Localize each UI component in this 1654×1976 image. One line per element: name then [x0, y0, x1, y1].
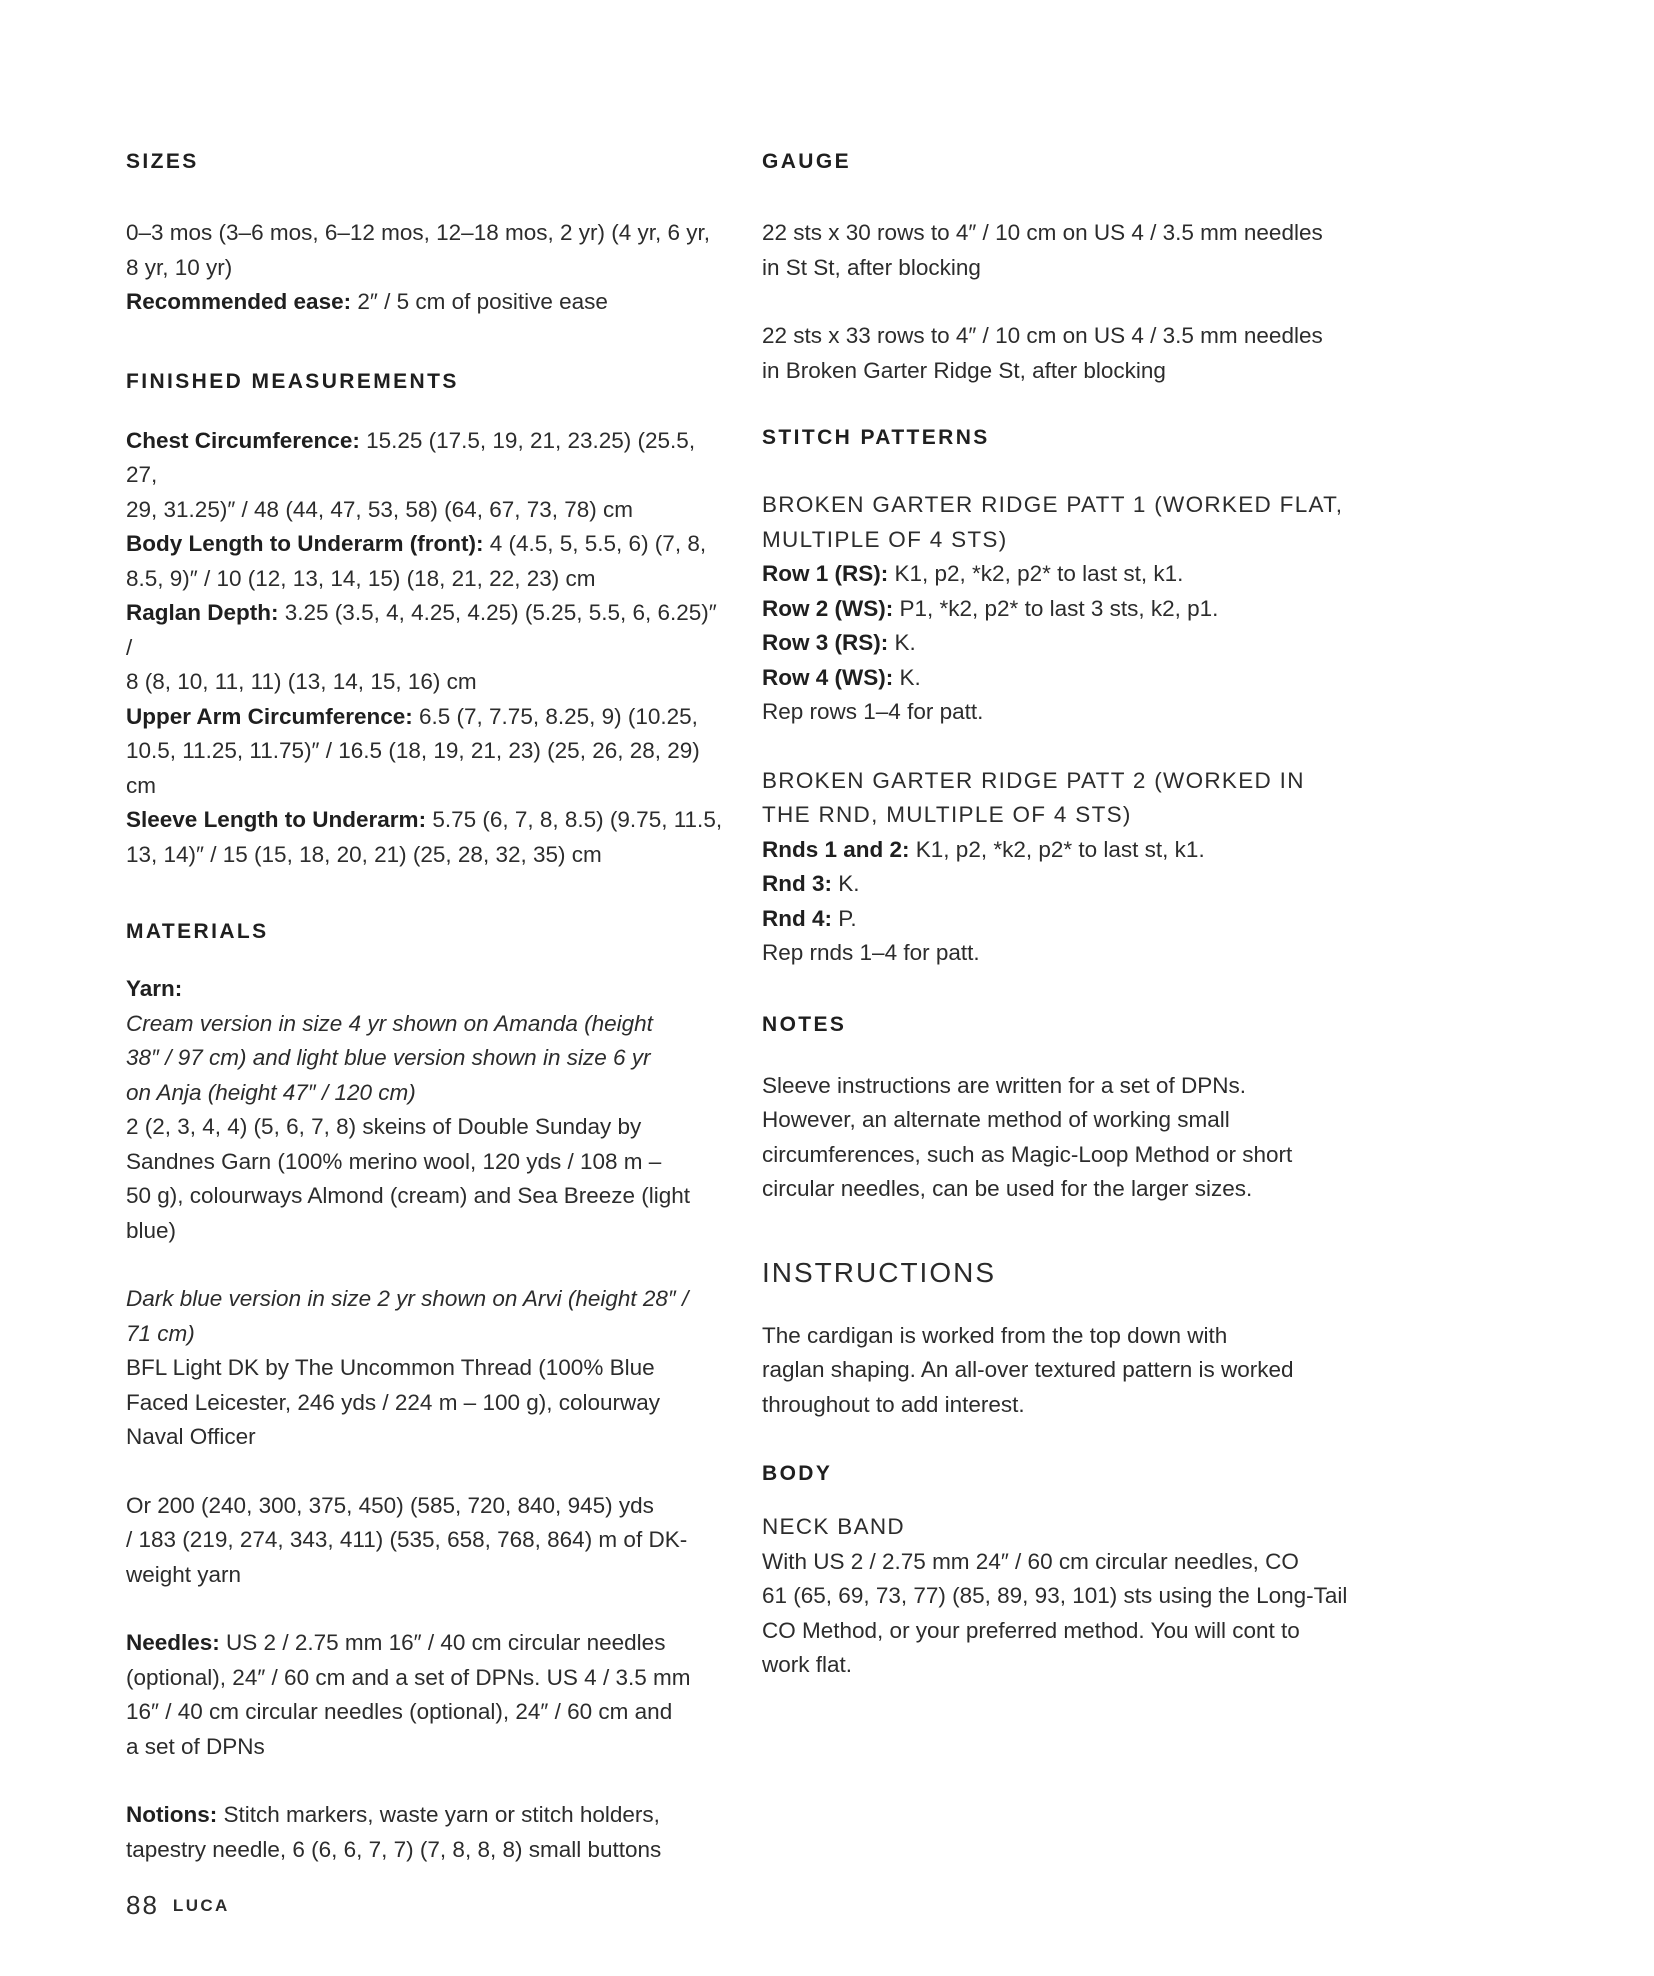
repeat-line: Rep rows 1–4 for patt.: [762, 699, 984, 724]
instructions-line: raglan shaping. An all-over textured pattern is worked: [762, 1357, 1294, 1382]
sizes-heading: SIZES: [126, 150, 199, 173]
cream-yarn-line: 50 g), colourways Almond (cream) and Sea Breeze (light: [126, 1183, 691, 1208]
notes-line: Sleeve instructions are written for a set of DPNs.: [762, 1072, 1246, 1098]
row-instruction: Row 3 (RS): K.: [762, 630, 916, 655]
pattern-1-title: BROKEN GARTER RIDGE PATT 1 (WORKED FLAT,: [762, 492, 1344, 517]
cream-version-caption: 38″ / 97 cm) and light blue version shown in size 6 yr: [126, 1045, 651, 1070]
neck-band-title: NECK BAND: [762, 1514, 905, 1539]
cream-yarn-line: Sandnes Garn (100% merino wool, 120 yds / 108 m –: [126, 1148, 662, 1174]
raglan-line: 8 (8, 10, 11, 11) (13, 14, 15, 16) cm: [126, 669, 477, 694]
yardage-line: Or 200 (240, 300, 375, 450) (585, 720, 840, 945) yds: [126, 1492, 654, 1518]
dark-version-caption: 71 cm): [126, 1320, 195, 1346]
sizes-line: 8 yr, 10 yr): [126, 254, 233, 280]
row-instruction: Row 4 (WS): K.: [762, 664, 921, 690]
notions-line: Notions: Stitch markers, waste yarn or stitch holders,: [126, 1802, 660, 1827]
notes-heading: NOTES: [762, 1012, 847, 1036]
pattern-title: LUCA: [172, 1896, 230, 1915]
cream-yarn-line: 2 (2, 3, 4, 4) (5, 6, 7, 8) skeins of Double Sunday by: [126, 1114, 642, 1139]
body-line: With US 2 / 2.75 mm 24″ / 60 cm circular needles, CO: [762, 1548, 1299, 1574]
round-instruction: Rnds 1 and 2: K1, p2, *k2, p2* to last st, k1.: [762, 836, 1205, 862]
materials-heading: MATERIALS: [126, 920, 269, 943]
cream-version-caption: on Anja (height 47″ / 120 cm): [126, 1079, 416, 1105]
body-line: work flat.: [762, 1652, 853, 1677]
chest-line: 29, 31.25)″ / 48 (44, 47, 53, 58) (64, 67, 73, 78) cm: [126, 496, 634, 522]
body-line: 61 (65, 69, 73, 77) (85, 89, 93, 101) sts using the Long-Tail: [762, 1583, 1348, 1608]
pattern-2-title: THE RND, MULTIPLE OF 4 STS): [762, 802, 1132, 827]
page-footer: [126, 1890, 230, 1921]
stitch-patterns-heading: STITCH PATTERNS: [762, 426, 990, 449]
needles-line: (optional), 24″ / 60 cm and a set of DPNs. US 4 / 3.5 mm: [126, 1664, 691, 1690]
gauge-line: in Broken Garter Ridge St, after blocking: [762, 357, 1166, 383]
gauge-line: 22 sts x 30 rows to 4″ / 10 cm on US 4 / 3.5 mm needles: [762, 220, 1323, 245]
gauge-heading: GAUGE: [762, 150, 852, 173]
pattern-1-title: MULTIPLE OF 4 STS): [762, 526, 1008, 552]
notes-line: circumferences, such as Magic-Loop Method or short: [762, 1141, 1293, 1167]
sleeve-length-line: Sleeve Length to Underarm: 5.75 (6, 7, 8, 8.5) (9.75, 11.5,: [126, 807, 723, 832]
dark-yarn-line: Faced Leicester, 246 yds / 224 m – 100 g), colourway: [126, 1389, 661, 1415]
notes-line: circular needles, can be used for the larger sizes.: [762, 1176, 1253, 1201]
instructions-line: throughout to add interest.: [762, 1391, 1025, 1417]
yarn-label: Yarn:: [126, 976, 183, 1001]
cream-version-caption: Cream version in size 4 yr shown on Amanda (height: [126, 1010, 653, 1036]
finished-measurements-heading: FINISHED MEASUREMENTS: [126, 369, 459, 393]
right-column: [762, 150, 1372, 1683]
sleeve-length-line: 13, 14)″ / 15 (15, 18, 20, 21) (25, 28, 32, 35) cm: [126, 841, 602, 867]
needles-line: Needles: US 2 / 2.75 mm 16″ / 40 cm circular needles: [126, 1630, 666, 1655]
upper-arm-line: Upper Arm Circumference: 6.5 (7, 7.75, 8.25, 9) (10.25,: [126, 703, 698, 729]
ease-line: [126, 285, 726, 320]
chest-line: Chest Circumference: 15.25 (17.5, 19, 21, 23.25) (25.5, 27,: [126, 427, 696, 487]
instructions-heading: INSTRUCTIONS: [762, 1256, 996, 1288]
gauge-line: 22 sts x 33 rows to 4″ / 10 cm on US 4 / 3.5 mm needles: [762, 323, 1323, 348]
repeat-line: Rep rnds 1–4 for patt.: [762, 940, 980, 965]
dark-yarn-line: Naval Officer: [126, 1424, 256, 1449]
yardage-line: weight yarn: [126, 1561, 242, 1587]
cream-yarn-line: blue): [126, 1217, 177, 1243]
dark-version-caption: Dark blue version in size 2 yr shown on Arvi (height 28″ /: [126, 1286, 689, 1311]
instructions-line: The cardigan is worked from the top down with: [762, 1322, 1228, 1348]
dark-yarn-line: BFL Light DK by The Uncommon Thread (100% Blue: [126, 1355, 655, 1380]
upper-arm-line: 10.5, 11.25, 11.75)″ / 16.5 (18, 19, 21, 23) (25, 26, 28, 29) cm: [126, 738, 700, 798]
ease-label: Recommended ease:: [126, 289, 352, 314]
pattern-2-title: BROKEN GARTER RIDGE PATT 2 (WORKED IN: [762, 767, 1305, 793]
left-column: [126, 150, 726, 1867]
notions-line: tapestry needle, 6 (6, 6, 7, 7) (7, 8, 8, 8) small buttons: [126, 1836, 662, 1862]
body-heading: BODY: [762, 1462, 833, 1485]
needles-line: 16″ / 40 cm circular needles (optional), 24″ / 60 cm and: [126, 1699, 673, 1724]
round-instruction: Rnd 4: P.: [762, 905, 857, 931]
needles-line: a set of DPNs: [126, 1733, 265, 1759]
row-instruction: Row 1 (RS): K1, p2, *k2, p2* to last st, k1.: [762, 561, 1184, 586]
body-length-line: Body Length to Underarm (front): 4 (4.5, 5, 5.5, 6) (7, 8,: [126, 531, 707, 556]
round-instruction: Rnd 3: K.: [762, 871, 860, 896]
notes-line: However, an alternate method of working small: [762, 1107, 1230, 1132]
yardage-line: / 183 (219, 274, 343, 411) (535, 658, 768, 864) m of DK-: [126, 1527, 688, 1552]
row-instruction: Row 2 (WS): P1, *k2, p2* to last 3 sts, k2, p1.: [762, 595, 1219, 621]
raglan-line: Raglan Depth: 3.25 (3.5, 4, 4.25, 4.25) (5.25, 5.5, 6, 6.25)″ /: [126, 600, 717, 660]
sizes-line: 0–3 mos (3–6 mos, 6–12 mos, 12–18 mos, 2 yr) (4 yr, 6 yr,: [126, 220, 711, 245]
body-line: CO Method, or your preferred method. You will cont to: [762, 1617, 1300, 1643]
ease-value: 2″ / 5 cm of positive ease: [351, 289, 608, 314]
body-length-line: 8.5, 9)″ / 10 (12, 13, 14, 15) (18, 21, 22, 23) cm: [126, 565, 596, 591]
gauge-line: in St St, after blocking: [762, 254, 981, 280]
page-number: 88: [126, 1890, 159, 1920]
